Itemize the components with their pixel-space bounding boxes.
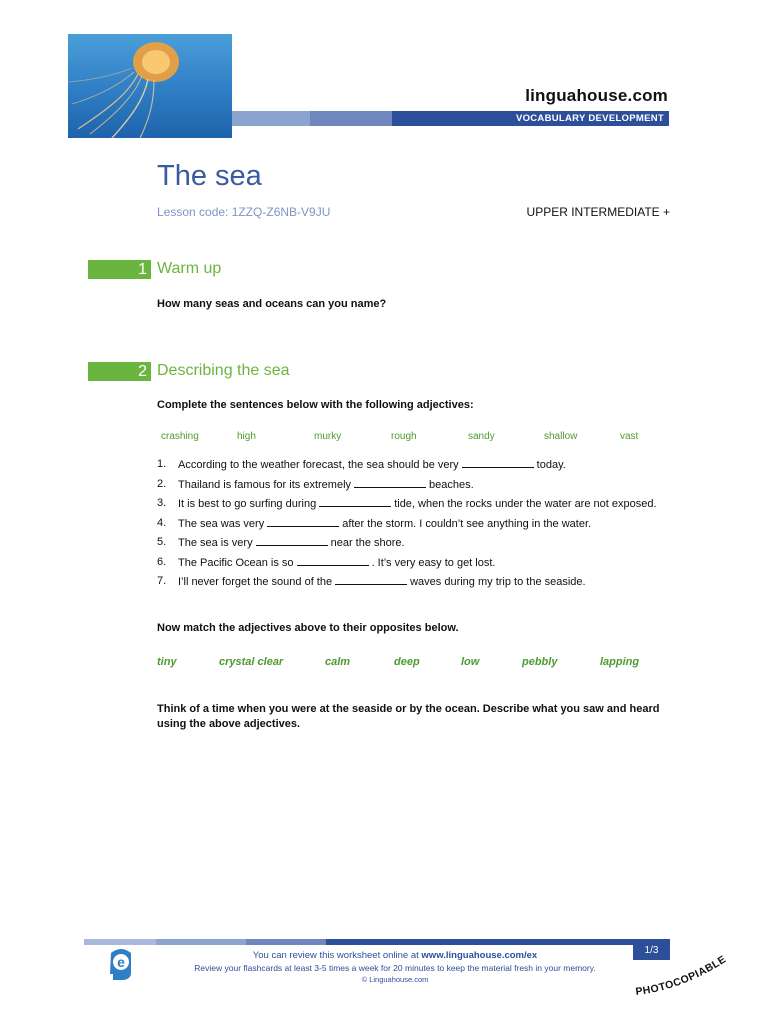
sentence-list [157,457,677,594]
answer-blank[interactable] [297,555,369,566]
sentence-item: 1. According to the weather forecast, the sea should be very today. [157,458,566,471]
adjective-word: vast [620,431,639,442]
sentence-item: 4. The sea was very after the storm. I couldn’t see anything in the water. [157,516,592,530]
answer-blank[interactable] [354,477,426,488]
footer-review-link[interactable]: www.linguahouse.com/ex [421,950,538,961]
sentence-item: 3. It is best to go surfing during tide, when the rocks under the water are not exposed. [157,497,657,510]
adjective-word: crashing [161,431,199,442]
section-1-title: Warm up [157,260,222,277]
answer-blank[interactable] [462,457,534,468]
sentence-item: 6. The Pacific Ocean is so . It’s very easy to get lost. [157,555,496,569]
footer-bar [84,939,670,945]
adjective-word: murky [314,431,342,442]
opposite-word: lapping [600,656,640,668]
lesson-code: Lesson code: 1ZZQ-Z6NB-V9JU [157,205,331,219]
photocopiable-stamp [628,955,738,1015]
sentence-item: 7. I’ll never forget the sound of the waves during my trip to the seaside. [157,575,586,588]
adjective-word: sandy [468,431,495,442]
opposite-word: crystal clear [219,656,284,668]
svg-text:PHOTOCOPIABLE: PHOTOCOPIABLE [634,955,729,999]
adjective-word: rough [391,431,417,442]
footer-copyright: © Linguahouse.com [361,975,429,984]
opposite-word: low [461,656,480,668]
opposite-word: tiny [157,656,177,668]
answer-blank[interactable] [267,516,339,527]
answer-blank[interactable] [335,574,407,585]
adjectives-instruction: Complete the sentences below with the following adjectives: [157,399,474,411]
opposite-word: deep [394,656,420,668]
opposite-word: calm [325,656,351,668]
linguahouse-logo-icon [107,947,135,981]
section-2-title: Describing the sea [157,362,290,379]
answer-blank[interactable] [256,535,328,546]
header-jellyfish-image [68,34,232,138]
logo-letter: e [117,954,125,970]
brand-logo: linguahouse.com [525,86,668,105]
footer-flashcards-text: Review your flashcards at least 3-5 times a week for 20 minutes to keep the material fresh in your memory. [194,963,596,973]
answer-blank[interactable] [319,496,391,507]
header-bar [232,111,669,126]
level-label: UPPER INTERMEDIATE + [526,205,670,219]
section-1-number: 1 [88,260,151,279]
category-label: VOCABULARY DEVELOPMENT [392,111,669,126]
page-title: The sea [157,160,262,192]
sentence-item: 2. Thailand is famous for its extremely beaches. [157,477,474,491]
footer-review-text: You can review this worksheet online at www.linguahouse.com/ex [252,950,538,961]
adjective-word: shallow [544,431,578,442]
warmup-question: How many seas and oceans can you name? [157,298,387,310]
section-2-number: 2 [88,362,151,381]
match-instruction: Now match the adjectives above to their opposites below. [157,622,459,634]
sentence-item: 5. The sea is very near the shore. [157,536,405,549]
adjective-word: high [237,431,256,442]
opposite-word: pebbly [522,656,558,668]
page-number: 1/3 [633,942,670,960]
think-instruction: Think of a time when you were at the seaside or by the ocean. Describe what you saw and heard using the above adjectives. [157,703,660,730]
